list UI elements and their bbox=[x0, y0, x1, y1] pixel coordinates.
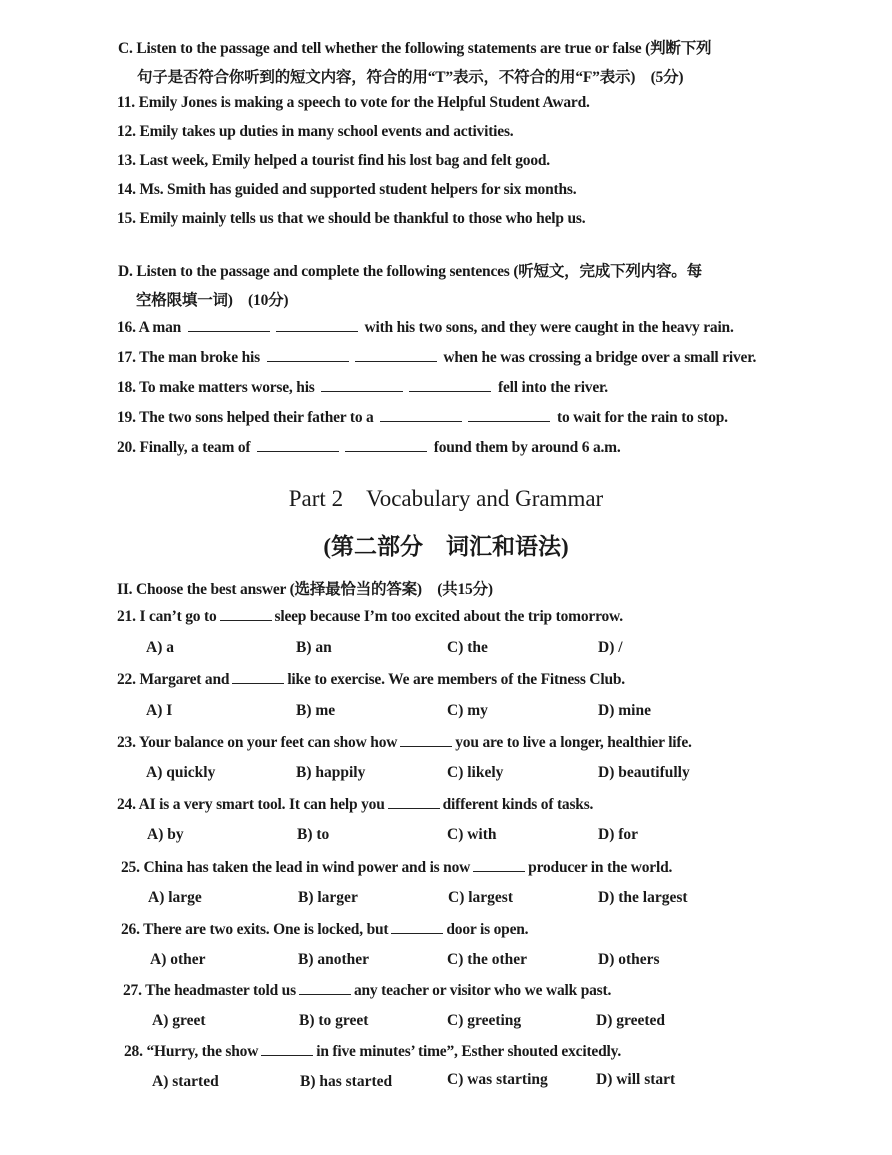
option-a[interactable]: A) large bbox=[148, 889, 202, 906]
option-a[interactable]: A) other bbox=[150, 951, 206, 968]
option-c[interactable]: C) the bbox=[447, 639, 488, 656]
option-c[interactable]: C) greeting bbox=[447, 1012, 522, 1029]
option-b[interactable]: B) happily bbox=[296, 764, 366, 781]
statement-13: 13. Last week, Emily helped a tourist find his lost bag and felt good. bbox=[117, 152, 550, 169]
statement-11: 11. Emily Jones is making a speech to vote for the Helpful Student Award. bbox=[117, 94, 590, 111]
answer-blank[interactable] bbox=[473, 858, 525, 872]
section-d-heading-line2: 空格限填一词) (10分) bbox=[136, 292, 289, 309]
question-24 bbox=[117, 795, 593, 814]
option-c[interactable]: C) the other bbox=[447, 951, 528, 968]
option-b[interactable]: B) larger bbox=[298, 889, 358, 906]
answer-blank[interactable] bbox=[220, 607, 272, 621]
option-d[interactable]: D) for bbox=[598, 826, 639, 843]
option-a[interactable]: A) by bbox=[147, 826, 184, 843]
question-26 bbox=[121, 920, 528, 939]
option-b[interactable]: B) has started bbox=[300, 1073, 393, 1090]
part-2-title bbox=[0, 480, 892, 513]
answer-blank[interactable] bbox=[232, 670, 284, 684]
statement-14: 14. Ms. Smith has guided and supported student helpers for six months. bbox=[117, 181, 577, 198]
option-b[interactable]: B) to bbox=[297, 826, 330, 843]
sentence-20-end: found them by around 6 a.m. bbox=[433, 439, 621, 456]
question-28 bbox=[124, 1042, 621, 1061]
option-d[interactable]: D) others bbox=[598, 951, 660, 968]
question-21-end: sleep because I’m too excited about the trip tomorrow. bbox=[274, 608, 623, 625]
sentence-18-start: 18. To make matters worse, his bbox=[117, 379, 315, 396]
option-d[interactable]: D) mine bbox=[598, 702, 651, 719]
answer-blank[interactable] bbox=[409, 378, 491, 392]
question-23-end: you are to live a longer, healthier life. bbox=[455, 734, 692, 751]
answer-blank[interactable] bbox=[468, 408, 550, 422]
question-23-start: 23. Your balance on your feet can show how bbox=[117, 734, 398, 751]
sentence-16 bbox=[117, 318, 734, 337]
section-c-heading-line2: 句子是否符合你听到的短文内容，符合的用“T”表示，不符合的用“F”表示) (5分) bbox=[137, 69, 684, 86]
option-d[interactable]: D) / bbox=[598, 639, 623, 656]
option-a[interactable]: A) quickly bbox=[146, 764, 216, 781]
answer-blank[interactable] bbox=[388, 795, 440, 809]
part-2-title-cn: (第二部分 词汇和语法) bbox=[323, 534, 569, 559]
sentence-19-end: to wait for the rain to stop. bbox=[556, 409, 728, 426]
question-26-end: door is open. bbox=[446, 921, 529, 938]
sentence-20 bbox=[117, 438, 621, 457]
sentence-17 bbox=[117, 348, 756, 367]
sentence-18-end: fell into the river. bbox=[498, 379, 608, 396]
question-21-start: 21. I can’t go to bbox=[117, 608, 217, 625]
question-28-end: in five minutes’ time”, Esther shouted excitedly. bbox=[316, 1043, 621, 1060]
option-a[interactable]: A) a bbox=[146, 639, 174, 656]
sentence-17-end: when he was crossing a bridge over a small river. bbox=[443, 349, 757, 366]
answer-blank[interactable] bbox=[267, 348, 349, 362]
option-c[interactable]: C) largest bbox=[448, 889, 513, 906]
question-25-end: producer in the world. bbox=[528, 859, 673, 876]
answer-blank[interactable] bbox=[299, 981, 351, 995]
option-a[interactable]: A) greet bbox=[152, 1012, 206, 1029]
sentence-20-start: 20. Finally, a team of bbox=[117, 439, 251, 456]
sentence-16-end: with his two sons, and they were caught in the heavy rain. bbox=[364, 319, 734, 336]
sentence-19-start: 19. The two sons helped their father to a bbox=[117, 409, 374, 426]
answer-blank[interactable] bbox=[400, 733, 452, 747]
statement-12: 12. Emily takes up duties in many school events and activities. bbox=[117, 123, 514, 140]
option-a[interactable]: A) started bbox=[152, 1073, 219, 1090]
sentence-19 bbox=[117, 408, 728, 427]
option-c[interactable]: C) likely bbox=[447, 764, 504, 781]
section-c-heading-line1: C. Listen to the passage and tell whether the following statements are true or false (判断下列 bbox=[118, 40, 712, 57]
answer-blank[interactable] bbox=[321, 378, 403, 392]
option-b[interactable]: B) an bbox=[296, 639, 332, 656]
answer-blank[interactable] bbox=[391, 920, 443, 934]
option-d[interactable]: D) beautifully bbox=[598, 764, 690, 781]
question-27 bbox=[123, 981, 611, 1000]
option-b[interactable]: B) to greet bbox=[299, 1012, 369, 1029]
sentence-17-start: 17. The man broke his bbox=[117, 349, 260, 366]
question-22 bbox=[117, 670, 625, 689]
section-d-heading-line1: D. Listen to the passage and complete the following sentences (听短文，完成下列内容。每 bbox=[118, 263, 702, 280]
option-c[interactable]: C) with bbox=[447, 826, 497, 843]
answer-blank[interactable] bbox=[188, 318, 270, 332]
answer-blank[interactable] bbox=[380, 408, 462, 422]
question-27-end: any teacher or visitor who we walk past. bbox=[353, 982, 612, 999]
section-ii-heading: II. Choose the best answer (选择最恰当的答案) (共15分) bbox=[117, 581, 493, 598]
sentence-18 bbox=[117, 378, 608, 397]
question-21 bbox=[117, 607, 623, 626]
option-d[interactable]: D) the largest bbox=[598, 889, 688, 906]
option-c[interactable]: C) was starting bbox=[447, 1071, 548, 1088]
question-22-end: like to exercise. We are members of the Fitness Club. bbox=[287, 671, 625, 688]
part-2-title-en: Part 2 Vocabulary and Grammar bbox=[288, 486, 604, 511]
answer-blank[interactable] bbox=[345, 438, 427, 452]
statement-15: 15. Emily mainly tells us that we should be thankful to those who help us. bbox=[117, 210, 586, 227]
answer-blank[interactable] bbox=[261, 1042, 313, 1056]
question-25 bbox=[121, 858, 672, 877]
answer-blank[interactable] bbox=[276, 318, 358, 332]
option-a[interactable]: A) I bbox=[146, 702, 173, 719]
question-26-start: 26. There are two exits. One is locked, but bbox=[121, 921, 389, 938]
sentence-16-start: 16. A man bbox=[117, 319, 182, 336]
question-27-start: 27. The headmaster told us bbox=[123, 982, 296, 999]
option-d[interactable]: D) will start bbox=[596, 1071, 676, 1088]
option-d[interactable]: D) greeted bbox=[596, 1012, 666, 1029]
option-c[interactable]: C) my bbox=[447, 702, 488, 719]
option-b[interactable]: B) another bbox=[298, 951, 370, 968]
part-2-title-cn-wrap bbox=[0, 528, 892, 561]
answer-blank[interactable] bbox=[257, 438, 339, 452]
question-28-start: 28. “Hurry, the show bbox=[124, 1043, 259, 1060]
question-23 bbox=[117, 733, 692, 752]
answer-blank[interactable] bbox=[355, 348, 437, 362]
question-24-end: different kinds of tasks. bbox=[442, 796, 594, 813]
question-24-start: 24. AI is a very smart tool. It can help you bbox=[117, 796, 385, 813]
question-22-start: 22. Margaret and bbox=[117, 671, 230, 688]
option-b[interactable]: B) me bbox=[296, 702, 336, 719]
question-25-start: 25. China has taken the lead in wind power and is now bbox=[121, 859, 471, 876]
